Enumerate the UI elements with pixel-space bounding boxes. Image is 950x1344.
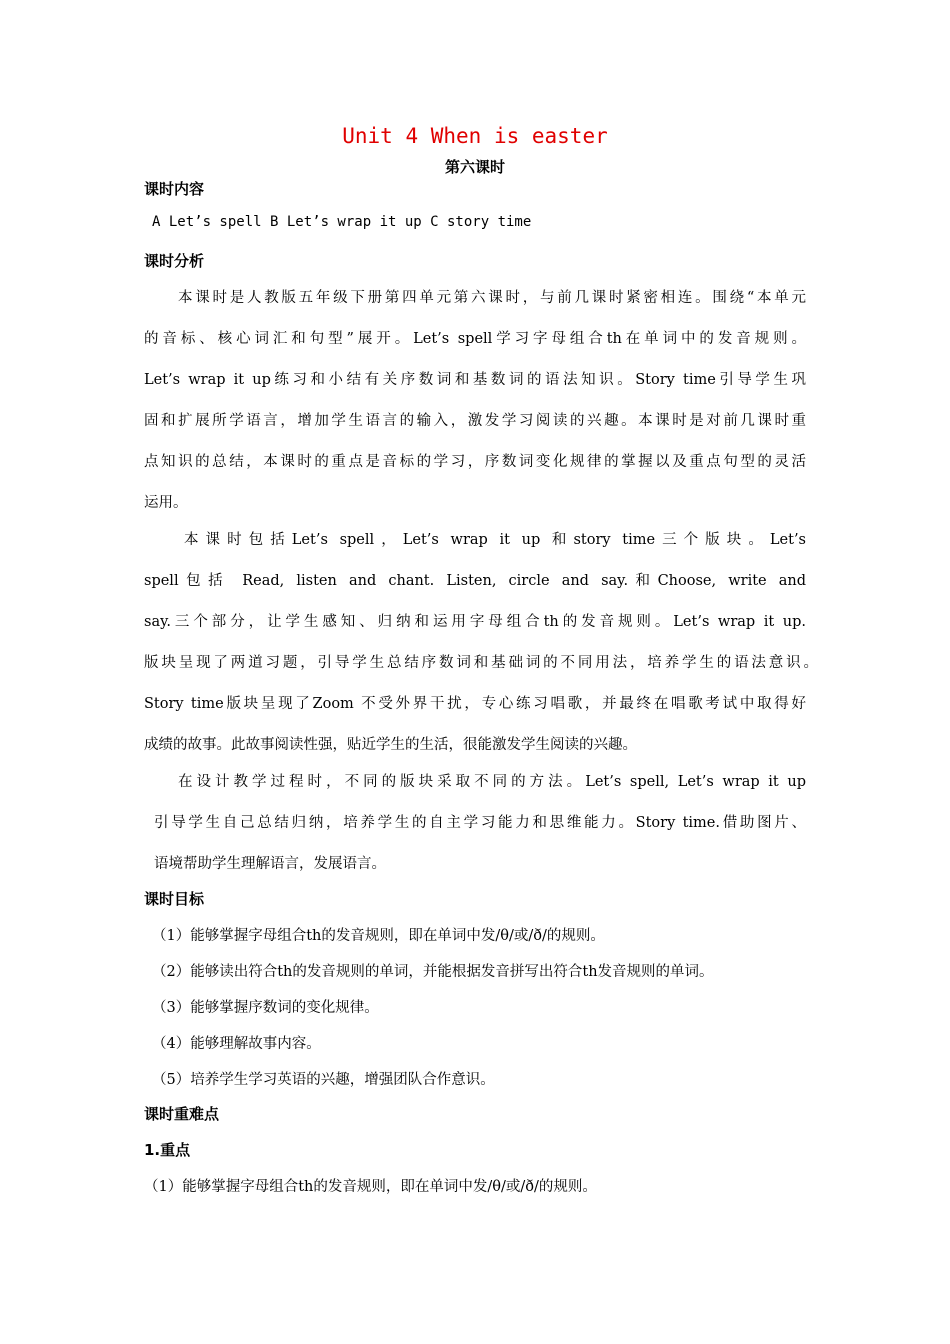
- analysis-p1-line: 运用。: [144, 495, 188, 511]
- heading-key-1: 1.重点: [144, 1141, 191, 1159]
- analysis-p3-line: 在设计教学过程时，不同的版块采取不同的方法。Let’s spell, Let’s wrap it up: [178, 774, 806, 790]
- heading-key-points: 课时重难点: [144, 1105, 220, 1123]
- goal-item: （3）能够掌握序数词的变化规律。: [152, 1000, 379, 1016]
- content-line: A Let’s spell B Let’s wrap it up C story time: [152, 214, 532, 230]
- analysis-p2-line: say.三个部分，让学生感知、归纳和运用字母组合th的发音规则。Let’s wrap it up.: [144, 614, 806, 630]
- goal-item: （4）能够理解故事内容。: [152, 1036, 321, 1052]
- analysis-p2-line: spell包括 Read, listen and chant. Listen, circle and say.和Choose, write and: [144, 573, 806, 589]
- heading-goals: 课时目标: [144, 890, 205, 908]
- analysis-p2-line: 本课时包括Let’s spell，Let’s wrap it up 和story time三个版块。Let’s: [184, 532, 806, 548]
- analysis-p1-line: 点知识的总结，本课时的重点是音标的学习，序数词变化规律的掌握以及重点句型的灵活: [144, 454, 806, 470]
- goal-item: （5）培养学生学习英语的兴趣，增强团队合作意识。: [152, 1072, 495, 1088]
- analysis-p2-line: 版块呈现了两道习题，引导学生总结序数词和基础词的不同用法，培养学生的语法意识。: [144, 655, 818, 671]
- key-point-item: （1）能够掌握字母组合th的发音规则，即在单词中发/θ/或/ð/的规则。: [144, 1179, 597, 1195]
- heading-analysis: 课时分析: [144, 252, 205, 270]
- heading-content: 课时内容: [144, 180, 205, 198]
- document-title: Unit 4 When is easter: [342, 124, 608, 148]
- lesson-subtitle: 第六课时: [444, 158, 505, 176]
- goal-item: （2）能够读出符合th的发音规则的单词，并能根据发音拼写出符合th发音规则的单词。: [152, 964, 714, 980]
- analysis-p2-line: Story time版块呈现了Zoom 不受外界干扰，专心练习唱歌，并最终在唱歌考试中取得好: [144, 696, 806, 712]
- goal-item: （1）能够掌握字母组合th的发音规则，即在单词中发/θ/或/ð/的规则。: [152, 928, 605, 944]
- analysis-p1-line: Let’s wrap it up练习和小结有关序数词和基数词的语法知识。Story time引导学生巩: [144, 372, 806, 388]
- analysis-p1-line: 的音标、核心词汇和句型”展开。Let’s spell学习字母组合th在单词中的发音规则。: [144, 331, 806, 347]
- analysis-p3-line: 引导学生自己总结归纳，培养学生的自主学习能力和思维能力。Story time.借助图片、: [154, 815, 806, 831]
- analysis-p1-line: 本课时是人教版五年级下册第四单元第六课时，与前几课时紧密相连。围绕“本单元: [178, 290, 806, 306]
- analysis-p1-line: 固和扩展所学语言，增加学生语言的输入，激发学习阅读的兴趣。本课时是对前几课时重: [144, 413, 806, 429]
- analysis-p2-line: 成绩的故事。此故事阅读性强，贴近学生的生活，很能激发学生阅读的兴趣。: [144, 737, 637, 753]
- analysis-p3-line: 语境帮助学生理解语言，发展语言。: [154, 856, 386, 872]
